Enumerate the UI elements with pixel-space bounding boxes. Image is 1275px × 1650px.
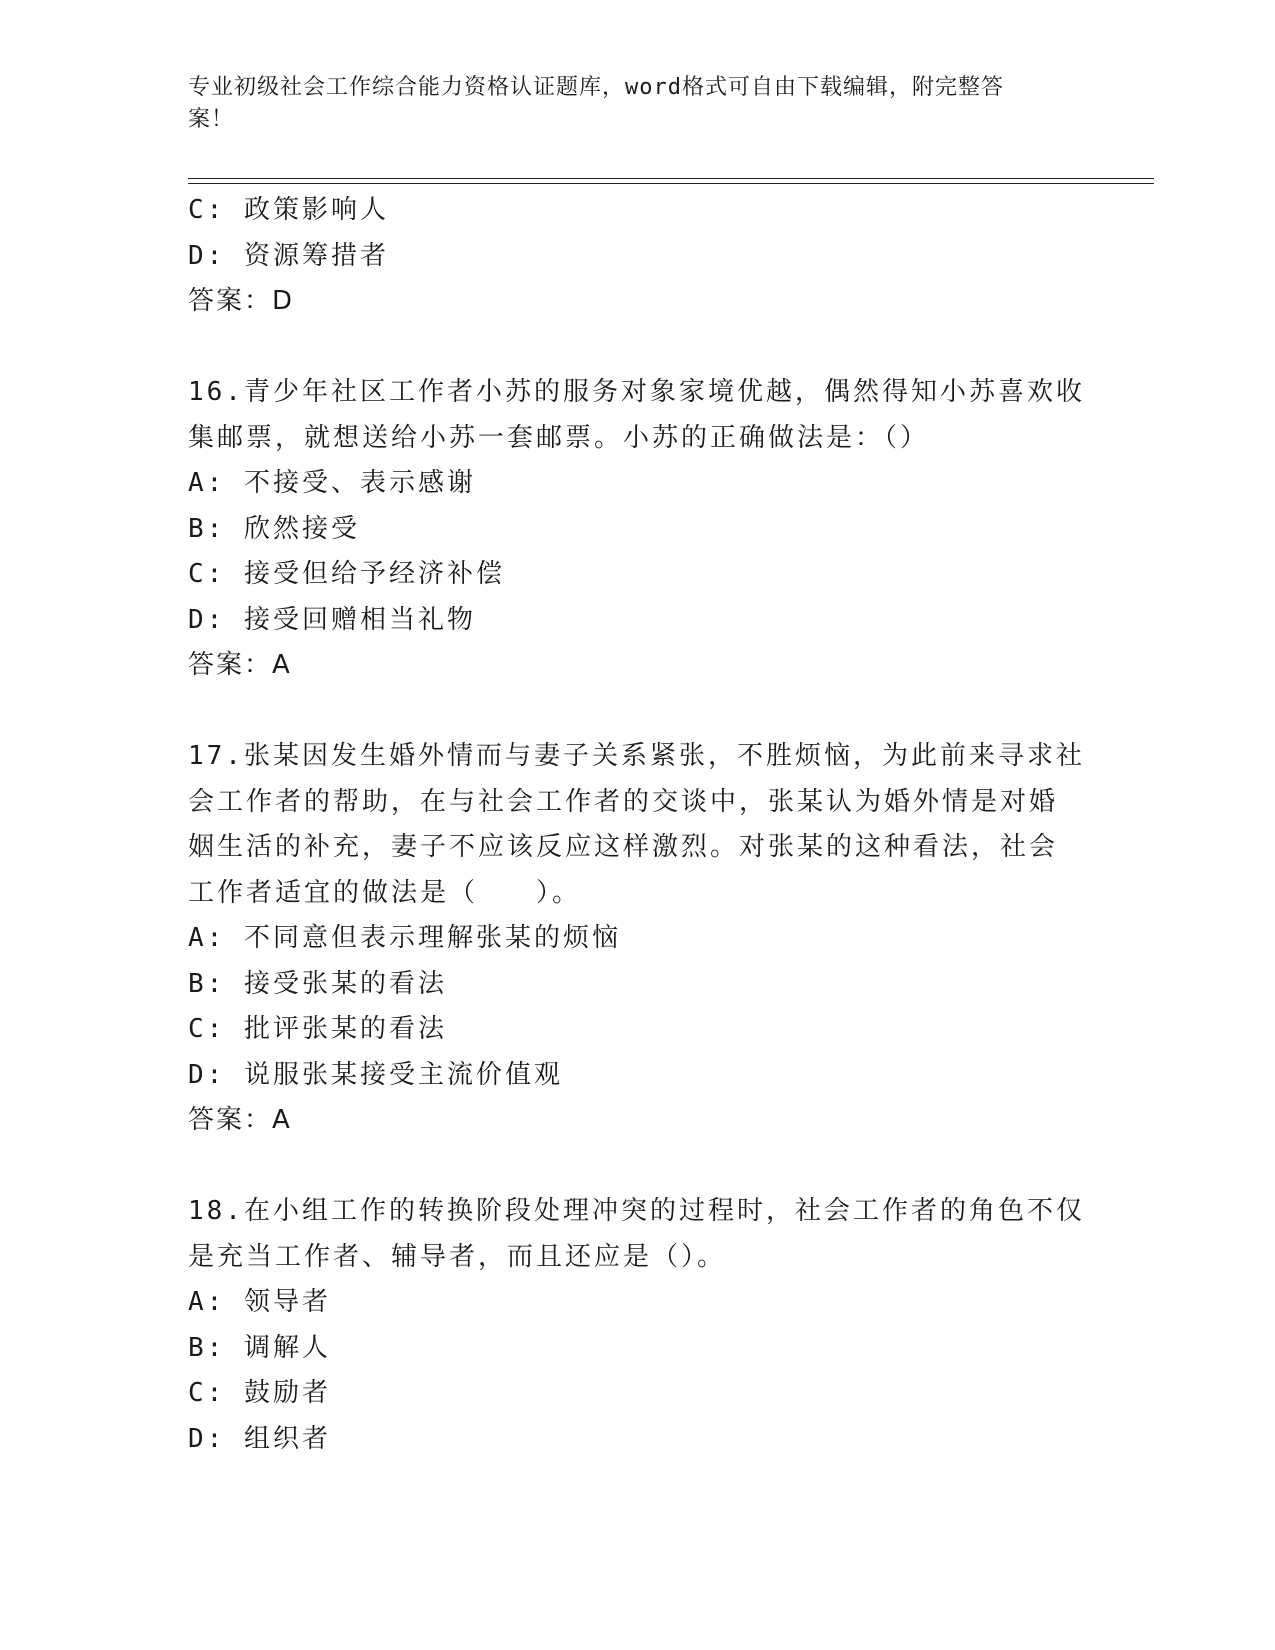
answer-text: 答案：A: [188, 650, 292, 680]
question-stem-line: 姻生活的补充，妻子不应该反应这样激烈。对张某的这种看法，社会: [188, 832, 1059, 862]
spacer: [188, 689, 1088, 735]
option-d: D: 说服张某接受主流价值观: [188, 1059, 563, 1090]
option-d: D: 接受回赠相当礼物: [188, 604, 476, 635]
answer-text: 答案：D: [188, 286, 295, 316]
header-line-1: 专业初级社会工作综合能力资格认证题库，word格式可自由下载编辑，附完整答: [188, 75, 1004, 100]
header-divider-bottom: [188, 183, 1154, 184]
question-stem-line: 工作者适宜的做法是（ ）。: [188, 877, 582, 908]
option-c: C: 接受但给予经济补偿: [188, 559, 505, 589]
option-d: D: 组织者: [188, 1423, 331, 1454]
option-b: B: 接受张某的看法: [188, 968, 447, 999]
option-c: C: 鼓励者: [188, 1378, 331, 1408]
question-17: [188, 734, 1088, 1144]
page-header: [188, 72, 1068, 136]
option-a: A: 领导者: [188, 1287, 331, 1317]
question-18: [188, 1189, 1088, 1462]
question-15-tail: [188, 188, 1088, 325]
question-stem-line: 17.张某因发生婚外情而与妻子关系紧张，不胜烦恼，为此前来寻求社: [188, 741, 1085, 771]
option-a: A: 不接受、表示感谢: [188, 468, 476, 498]
answer-text: 答案：A: [188, 1105, 292, 1135]
question-content: [188, 188, 1088, 1462]
option-c: C: 批评张某的看法: [188, 1014, 447, 1044]
option-c: C: 政策影响人: [188, 195, 389, 225]
option-a: A: 不同意但表示理解张某的烦恼: [188, 923, 621, 953]
question-stem-line: 18.在小组工作的转换阶段处理冲突的过程时，社会工作者的角色不仅: [188, 1196, 1085, 1226]
question-stem-line: 集邮票，就想送给小苏一套邮票。小苏的正确做法是：（）: [188, 422, 930, 453]
question-16: [188, 370, 1088, 689]
option-b: B: 调解人: [188, 1332, 331, 1363]
spacer: [188, 325, 1088, 371]
header-line-2: 案！: [188, 107, 235, 132]
question-stem-line: 16.青少年社区工作者小苏的服务对象家境优越，偶然得知小苏喜欢收: [188, 377, 1085, 407]
question-stem-line: 是充当工作者、辅导者，而且还应是（）。: [188, 1241, 727, 1272]
option-b: B: 欣然接受: [188, 513, 360, 544]
header-divider-top: [188, 178, 1154, 179]
option-d: D: 资源筹措者: [188, 240, 389, 271]
question-stem-line: 会工作者的帮助，在与社会工作者的交谈中，张某认为婚外情是对婚: [188, 786, 1059, 817]
spacer: [188, 1144, 1088, 1190]
